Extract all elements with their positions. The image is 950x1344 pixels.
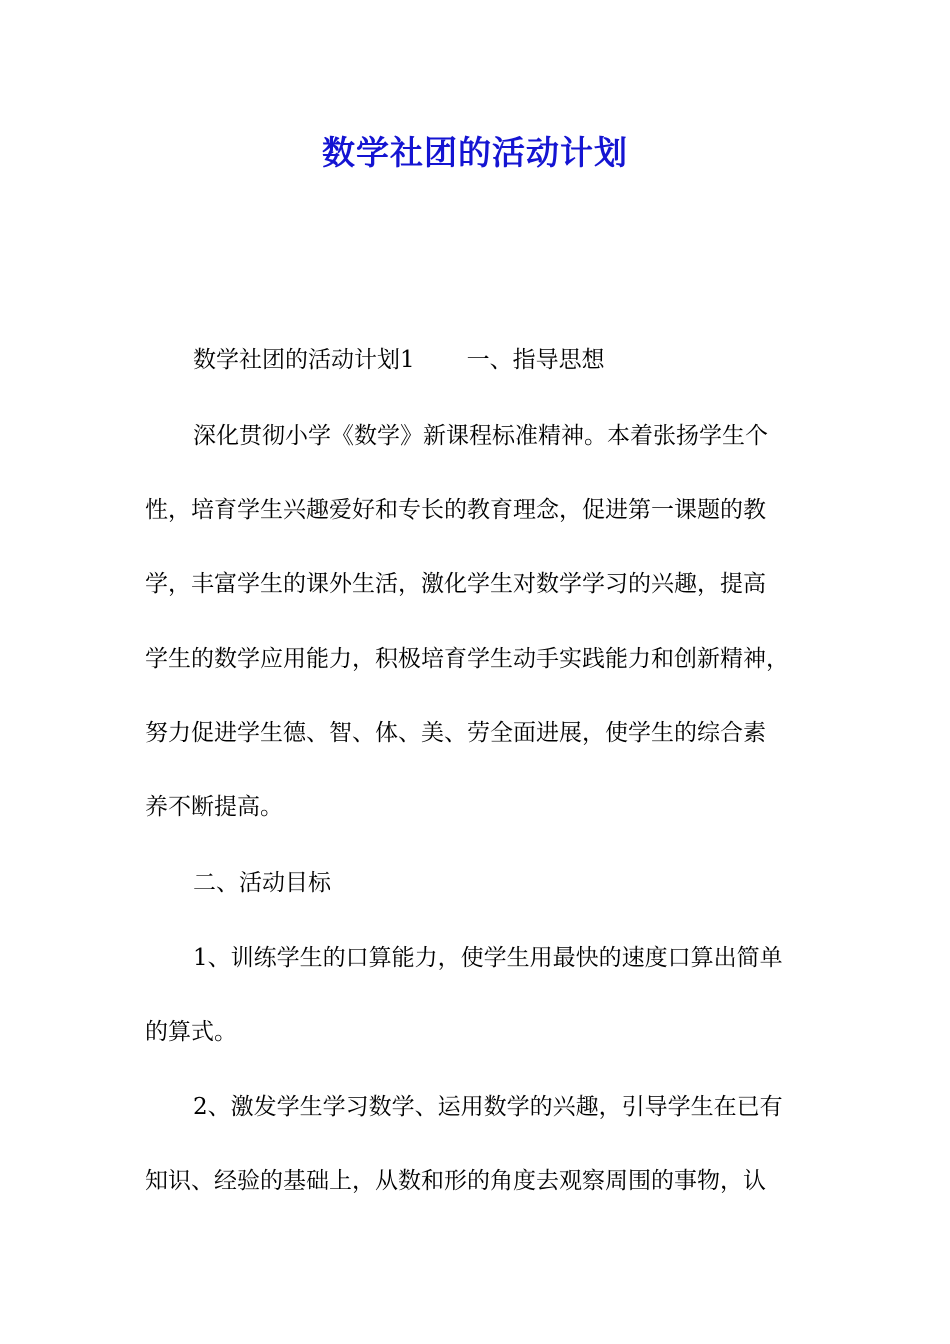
paragraph-line: 学生的数学应用能力，积极培育学生动手实践能力和创新精神， [145, 646, 789, 672]
goal-line: 的算式。 [145, 1019, 237, 1045]
paragraph-line: 深化贯彻小学《数学》新课程标准精神。本着张扬学生个 [193, 423, 768, 449]
paragraph-line: 努力促进学生德、智、体、美、劳全面进展，使学生的综合素 [145, 720, 766, 746]
plan-label: 数学社团的活动计划1 [193, 347, 415, 373]
section-one-heading: 一、指导思想 [466, 347, 605, 373]
section-two-heading: 二、活动目标 [193, 870, 331, 896]
heading-line [193, 342, 863, 378]
goal-line: 1、训练学生的口算能力，使学生用最快的速度口算出简单 [193, 945, 783, 971]
paragraph-line: 养不断提高。 [145, 794, 283, 820]
goal-line: 知识、经验的基础上，从数和形的角度去观察周围的事物，认 [145, 1168, 766, 1194]
document-title: 数学社团的活动计划 [322, 133, 628, 172]
paragraph-line: 性，培育学生兴趣爱好和专长的教育理念，促进第一课题的教 [145, 497, 766, 523]
goal-line: 2、激发学生学习数学、运用数学的兴趣，引导学生在已有 [193, 1094, 783, 1120]
paragraph-line: 学，丰富学生的课外生活，激化学生对数学学习的兴趣，提高 [145, 571, 766, 597]
